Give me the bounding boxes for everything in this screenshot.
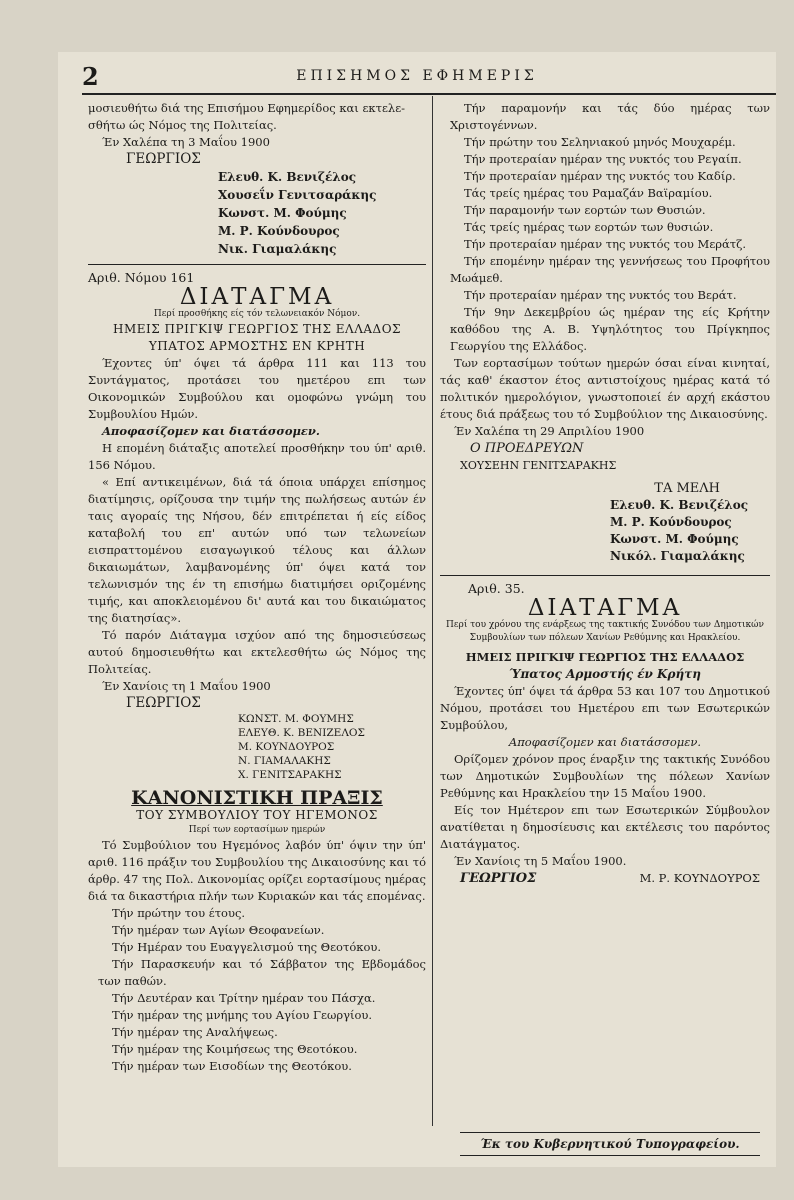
intro-line: σθήτω ώς Νόμος της Πολιτείας. — [88, 118, 277, 132]
member: Ελευθ. Κ. Βενιζέλος — [610, 498, 749, 512]
page-header — [58, 62, 776, 91]
decree-paragraph: Είς τον Ημέτερον επι των Εσωτερικών Σύμβουλον ανατίθεται η δημοσίευσις και εκτέλεσις του παρόντος Διατάγματος. — [440, 803, 770, 851]
decree-paragraph: Έχοντες ύπ' όψει τά άρθρα 53 και 107 του Δημοτικού Νόμου, προτάσει του Ημετέρου επι των Εσωτερικών Συμβούλου, — [440, 684, 770, 732]
list-item: Τήν παραμονήν των εορτών των Θυσιών. — [464, 203, 706, 217]
holiday-list — [88, 905, 426, 1075]
list-item: Τήν ημέραν των Αγίων Θεοφανείων. — [112, 923, 325, 937]
list-item: Τήν πρώτην του Σεληνιακού μηνός Μουχαρέμ. — [464, 135, 736, 149]
intro-line: μοσιευθήτω διά της Επισήμου Εφημερίδος και εκτελε- — [88, 101, 406, 115]
decree-decision: Αποφασίζομεν και διατάσσομεν. — [508, 735, 702, 749]
president-label: Ο ΠΡΟΕΔΡΕΥΩΝ — [470, 441, 584, 456]
prince-heading: ΗΜΕΙΣ ΠΡΙΓΚΙΨ ΓΕΩΡΓΙΟΣ ΤΗΣ ΕΛΛΑΔΟΣ — [465, 650, 745, 664]
decree-subtitle: Περί του χρόνου της ενάρξεως της τακτικής Συνόδου των Δημοτικών Συμβουλίων των πόλεων Χανίων Ρεθύμνης και Ηρακλείου. — [446, 620, 764, 643]
list-item: Τήν Παρασκευήν και τό Σάββατον της Εβδομάδος των παθών. — [98, 957, 426, 988]
signer: ΕΛΕΥΘ. Κ. ΒΕΝΙΖΕΛΟΣ — [238, 727, 365, 739]
decree-paragraph: « Επί αντικειμένων, διά τά όποια υπάρχει επίσημος διατίμησις, ορίζουσα την τιμήν της πωλήσεως αυτών έν ταις αγοραίς της Νήσου, δέν επιτρέπεται ή είς είδος καταβολή του επ' αυτών υπό των τελωνείων εισπραττομένου εισαγωγικού τέλους και άλλων δικαιωμάτων, λαμβανομένης ύπ' όψει κατά τον τελωνισμόν της έν τη επισήμω διατιμήσει οριζομένης τιμής, και αποκλειομένου δι' αυτά και του δικαιώματος της διατησίας». — [88, 475, 426, 625]
members-list — [440, 497, 770, 565]
decree-paragraph: Έχοντες ύπ' όψει τά άρθρα 111 και 113 του Συντάγματος, προτάσει του ημετέρου επι των Οικονομικών Συμβούλου και ομοφώνω γνώμη του Συμβουλίου Ημών. — [88, 356, 426, 421]
signer: Μ. Ρ. ΚΟΥΝΔΟΥΡΟΣ — [639, 871, 760, 885]
list-item: Τήν Ημέραν του Ευαγγελισμού της Θεοτόκου. — [112, 940, 382, 954]
date-line: Έν Χανίοις τη 1 Μαΐου 1900 — [102, 679, 271, 693]
header-rule — [82, 93, 776, 95]
newspaper-page — [58, 52, 776, 1167]
list-item: Τήν ημέραν της Αναλήψεως. — [112, 1025, 278, 1039]
signer: ΚΩΝΣΤ. Μ. ΦΟΥΜΗΣ — [238, 713, 354, 725]
right-column — [440, 100, 770, 887]
list-item: Τήν ημέραν της Κοιμήσεως της Θεοτόκου. — [112, 1042, 358, 1056]
list-item: Τήν Δευτέραν και Τρίτην ημέραν του Πάσχα. — [112, 991, 376, 1005]
signer: Ελευθ. Κ. Βενιζέλος — [218, 170, 357, 184]
commissioner-heading: Ύπατος Αρμοστής έν Κρήτη — [509, 667, 701, 681]
holiday-list — [440, 100, 770, 355]
newspaper-title: ΕΠΙΣΗΜΟΣ ΕΦΗΜΕΡΙΣ — [296, 68, 538, 84]
list-item: Τήν προτεραίαν ημέραν της νυκτός του Καδίρ. — [464, 169, 736, 183]
decree-reference: Αριθ. 35. — [468, 581, 525, 596]
decree-title: ΔΙΑΤΑΓΜΑ — [527, 595, 683, 621]
member: Μ. Ρ. Κούνδουρος — [610, 515, 732, 529]
act-heading: ΤΟΥ ΣΥΜΒΟΥΛΙΟΥ ΤΟΥ ΗΓΕΜΟΝΟΣ — [136, 808, 378, 822]
decree-signatures — [440, 870, 770, 887]
president-name: ΧΟΥΣΕΗΝ ΓΕΝΙΤΣΑΡΑΚΗΣ — [460, 459, 617, 472]
signer: Νικ. Γιαμαλάκης — [218, 242, 337, 256]
signer: Χ. ΓΕΝΙΤΣΑΡΑΚΗΣ — [238, 769, 342, 781]
decree-paragraph: Τό παρόν Διάταγμα ισχύον από της δημοσιεύσεως αυτού δημοσιευθήτω και εκτελεσθήτω ώς Νόμος της Πολιτείας. — [88, 628, 426, 676]
list-item: Τήν ημέραν της μνήμης του Αγίου Γεωργίου. — [112, 1008, 373, 1022]
section-divider — [440, 575, 770, 576]
list-item: Τήν προτεραίαν ημέραν της νυκτός του Βεράτ. — [464, 288, 737, 302]
list-item: Τάς τρείς ημέρας των εορτών των θυσιών. — [464, 220, 714, 234]
act-title: ΚΑΝΟΝΙΣΤΙΚΗ ΠΡΑΞΙΣ — [131, 787, 383, 809]
signer: Ν. ΓΙΑΜΑΛΑΚΗΣ — [238, 755, 331, 767]
member: Νικόλ. Γιαμαλάκης — [610, 549, 745, 563]
list-item: Τήν 9ην Δεκεμβρίου ώς ημέραν της είς Κρήτην καθόδου της Α. Β. Υψηλότητος του Πρίγκηπος Γεωργίου της Ελλάδος. — [450, 305, 770, 353]
members-label: ΤΑ ΜΕΛΗ — [654, 481, 720, 496]
decree-paragraph: Ορίζομεν χρόνον προς έναρξιν της τακτικής Συνόδου των Δημοτικών Συμβουλίων της πόλεων Χανίων Ρεθύμνης και Ηρακλείου την 15 Μαΐου 1900. — [440, 752, 770, 800]
column-divider — [432, 96, 433, 1126]
left-column — [88, 100, 426, 1075]
signers-list — [88, 168, 426, 258]
decree-title: ΔΙΑΤΑΓΜΑ — [179, 284, 335, 310]
date-line: Έν Χαλέπα τη 29 Απριλίου 1900 — [454, 424, 645, 438]
signer: Μ. Ρ. Κούνδουρος — [218, 224, 340, 238]
signer: Χουσεΐν Γενιτσαράκης — [218, 188, 377, 202]
section-divider — [88, 264, 426, 265]
signature-king: ΓΕΩΡΓΙΟΣ — [460, 871, 537, 886]
signer: Κωνστ. Μ. Φούμης — [218, 206, 347, 220]
act-paragraph: Τό Συμβούλιον του Ηγεμόνος λαβόν ύπ' όψιν την ύπ' αριθ. 116 πράξιν του Συμβουλίου της Δικαιοσύνης και τό άρθρ. 47 της Πολ. Δικονομίας ορίζει εορτασίμους ημέρας διά τα δικαστήρια πλήν των Κυριακών και τάς επομένας. — [88, 838, 426, 903]
commissioner-heading: ΥΠΑΤΟΣ ΑΡΜΟΣΤΗΣ ΕΝ ΚΡΗΤΗ — [148, 339, 366, 353]
list-item: Τήν παραμονήν και τάς δύο ημέρας των Χριστογέννων. — [450, 101, 770, 132]
date-line: Έν Χαλέπα τη 3 Μαΐου 1900 — [102, 135, 270, 149]
member: Κωνστ. Μ. Φούμης — [610, 532, 739, 546]
signers-list — [88, 712, 426, 782]
decree-reference: Αριθ. Νόμου 161 — [88, 270, 195, 285]
decree-paragraph: Η επομένη διάταξις αποτελεί προσθήκην του ύπ' αριθ. 156 Νόμου. — [88, 441, 426, 472]
list-item: Τήν επομένην ημέραν της γεννήσεως του Προφήτου Μωάμεθ. — [450, 254, 770, 285]
decree-decision: Αποφασίζομεν και διατάσσομεν. — [102, 424, 320, 438]
page-number: 2 — [82, 62, 99, 91]
decree-subtitle: Περί προσθήκης είς τόν τελωνειακόν Νόμον. — [153, 309, 361, 319]
signature-king: ΓΕΩΡΓΙΟΣ — [126, 151, 201, 167]
date-line: Έν Χανίοις τη 5 Μαΐου 1900. — [454, 854, 627, 868]
list-item: Τήν προτεραίαν ημέραν της νυκτός του Μεράτζ. — [464, 237, 747, 251]
list-item: Τάς τρείς ημέρας του Ραμαζάν Βαϊραμίου. — [464, 186, 713, 200]
prince-heading: ΗΜΕΙΣ ΠΡΙΓΚΙΨ ΓΕΩΡΓΙΟΣ ΤΗΣ ΕΛΛΑΔΟΣ — [112, 322, 402, 336]
list-item: Τήν ημέραν των Εισοδίων της Θεοτόκου. — [112, 1059, 352, 1073]
printer-imprint: Έκ του Κυβερνητικού Τυπογραφείου. — [460, 1132, 760, 1156]
list-item: Τήν προτεραίαν ημέραν της νυκτός του Ρεγαίπ. — [464, 152, 742, 166]
act-paragraph: Των εορτασίμων τούτων ημερών όσαι είναι κινηταί, τάς καθ' έκαστον έτος αντιστοίχους ημέρας κατά τό πολιτικόν ημερολόγιον, γνωστοποιεί έν αρχή εκάστου έτους διά πράξεως του τό Συμβούλιον της Δικαιοσύνης. — [440, 356, 770, 421]
act-subtitle: Περί των εορτασίμων ημερών — [188, 825, 326, 835]
signer: Μ. ΚΟΥΝΔΟΥΡΟΣ — [238, 741, 335, 753]
list-item: Τήν πρώτην του έτους. — [112, 906, 246, 920]
signature-king: ΓΕΩΡΓΙΟΣ — [126, 695, 201, 711]
